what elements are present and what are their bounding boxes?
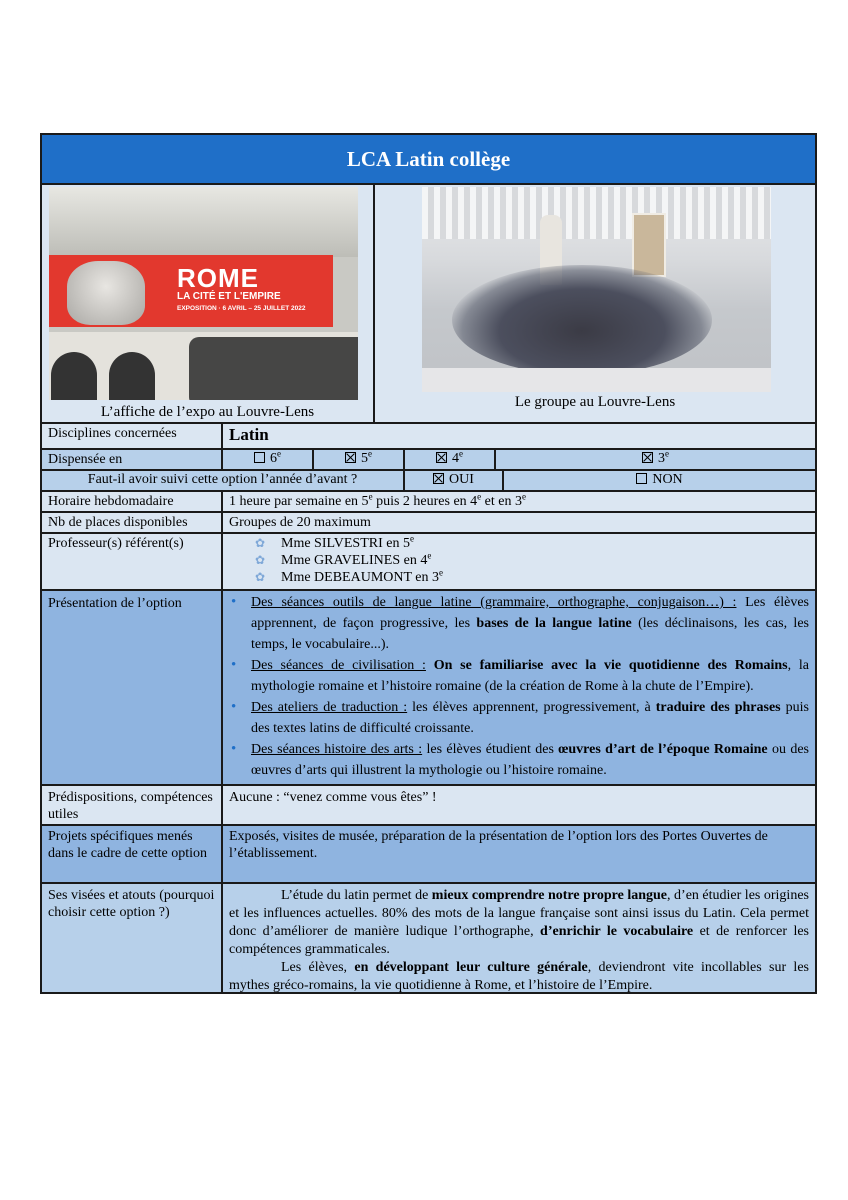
checkbox-3e[interactable] xyxy=(642,452,653,463)
presentation-label: Présentation de l’option xyxy=(42,591,223,784)
checkbox-6e[interactable] xyxy=(254,452,265,463)
checkbox-no[interactable] xyxy=(636,473,647,484)
grade-3: 3e xyxy=(496,450,815,469)
row-projets xyxy=(42,826,815,884)
exhibition-poster-photo xyxy=(49,187,358,400)
horaire-label: Horaire hebdomadaire xyxy=(42,492,223,511)
visees-value xyxy=(223,884,815,992)
option-sheet xyxy=(40,133,817,994)
flower-bullet-icon: ✿ xyxy=(255,553,266,567)
predispositions-value: Aucune : “venez comme vous êtes” ! xyxy=(229,790,437,805)
poster-photo-cell xyxy=(42,185,375,422)
visees-paragraph-1: L’étude du latin permet de mieux comprendre notre propre langue, d’en étudier les origines et les influences actuelles. 80% des mots de la langue française sont ainsi issus du Latin. Cela permet donc d’améliorer de manière ludique l’orthographe, d’enrichir le vocabulaire et de renforcer les compétences grammaticales. xyxy=(229,888,809,957)
row-disciplines xyxy=(42,424,815,450)
phone-silhouette xyxy=(189,337,358,400)
arch-shape xyxy=(51,352,97,400)
answer-no: NON xyxy=(504,471,815,490)
group-photo-cell xyxy=(375,185,815,422)
list-item: • Des séances outils de langue latine (grammaire, orthographe, conjugaison…) : Les élèves apprennent, de façon progressive, les bases de la langue latine (les déclinaisons, les cas, les temps, le vocabulaire...). xyxy=(251,592,809,655)
page-title: LCA Latin collège xyxy=(42,135,815,185)
grade-checkboxes xyxy=(223,450,815,469)
flower-bullet-icon: ✿ xyxy=(255,570,266,584)
checkbox-4e[interactable] xyxy=(436,452,447,463)
group-caption: Le groupe au Louvre-Lens xyxy=(514,394,676,410)
poster-banner xyxy=(49,255,333,327)
row-professeurs xyxy=(42,534,815,591)
row-places xyxy=(42,513,815,534)
row-visees xyxy=(42,884,815,992)
arch-shape xyxy=(109,352,155,400)
answer-yes: OUI xyxy=(405,471,504,490)
group-photo xyxy=(422,187,771,392)
poster-dates: EXPOSITION · 6 AVRIL – 25 JUILLET 2022 xyxy=(177,305,306,312)
list-item: • Des ateliers de traduction : les élèves apprennent, progressivement, à traduire des phrases puis des textes latins de difficulté croissante. xyxy=(251,697,809,739)
row-presentation xyxy=(42,591,815,786)
photos-row xyxy=(42,185,815,424)
list-item: ✿ Mme GRAVELINES en 4e xyxy=(255,550,432,568)
row-horaire xyxy=(42,492,815,513)
grade-4: 4e xyxy=(405,450,496,469)
flower-bullet-icon: ✿ xyxy=(255,536,266,550)
poster-heading: ROME xyxy=(177,263,259,293)
disciplines-value: Latin xyxy=(229,425,269,444)
poster-subheading: LA CITÉ ET L'EMPIRE xyxy=(177,291,281,302)
projets-label: Projets spécifiques menés dans le cadre de cette option xyxy=(42,826,223,882)
visees-label: Ses visées et atouts (pourquoi choisir cette option ?) xyxy=(42,884,223,992)
emperor-bust-image xyxy=(67,261,145,325)
poster-caption: L’affiche de l’expo au Louvre-Lens xyxy=(100,404,315,420)
list-item: • Des séances histoire des arts : les élèves étudient des œuvres d’art de l’époque Romaine ou des œuvres d’arts qui illustrent la mythologie ou l’histoire romaine. xyxy=(251,739,809,781)
row-prerequisite xyxy=(42,471,815,492)
students-group xyxy=(452,265,712,375)
list-item: • Des séances de civilisation : On se familiarise avec la vie quotidienne des Romains, la mythologie romaine et l’histoire romaine (de la création de Rome à la chute de l’Empire). xyxy=(251,655,809,697)
places-value: Groupes de 20 maximum xyxy=(229,515,371,530)
disciplines-label: Disciplines concernées xyxy=(42,424,223,448)
dispensee-label: Dispensée en xyxy=(42,450,223,469)
projets-value: Exposés, visites de musée, préparation de la présentation de l’option lors des Portes Ouvertes de l’établissement. xyxy=(229,829,768,861)
list-item: ✿ Mme SILVESTRI en 5e xyxy=(255,533,414,551)
places-label: Nb de places disponibles xyxy=(42,513,223,532)
grade-6: 6e xyxy=(223,450,314,469)
checkbox-yes[interactable] xyxy=(433,473,444,484)
artwork-panel xyxy=(632,213,666,277)
list-item: ✿ Mme DEBEAUMONT en 3e xyxy=(255,567,444,585)
checkbox-5e[interactable] xyxy=(345,452,356,463)
predispositions-label: Prédispositions, compétences utiles xyxy=(42,786,223,824)
horaire-value: 1 heure par semaine en 5e puis 2 heures en 4e et en 3e xyxy=(229,491,526,509)
row-predispositions xyxy=(42,786,815,826)
teacher-list xyxy=(229,535,809,586)
row-dispensee xyxy=(42,450,815,471)
prerequisite-question: Faut-il avoir suivi cette option l’année d’avant ? xyxy=(42,471,405,490)
presentation-list xyxy=(229,592,809,781)
presentation-value xyxy=(223,591,815,784)
profs-value xyxy=(223,534,815,589)
visees-paragraph-2: Les élèves, en développant leur culture générale, deviendront vite incollables sur les mythes gréco-romains, la vie quotidienne à Rome, et l’histoire de l’Empire. xyxy=(229,960,809,993)
grade-5: 5e xyxy=(314,450,405,469)
profs-label: Professeur(s) référent(s) xyxy=(42,534,223,589)
